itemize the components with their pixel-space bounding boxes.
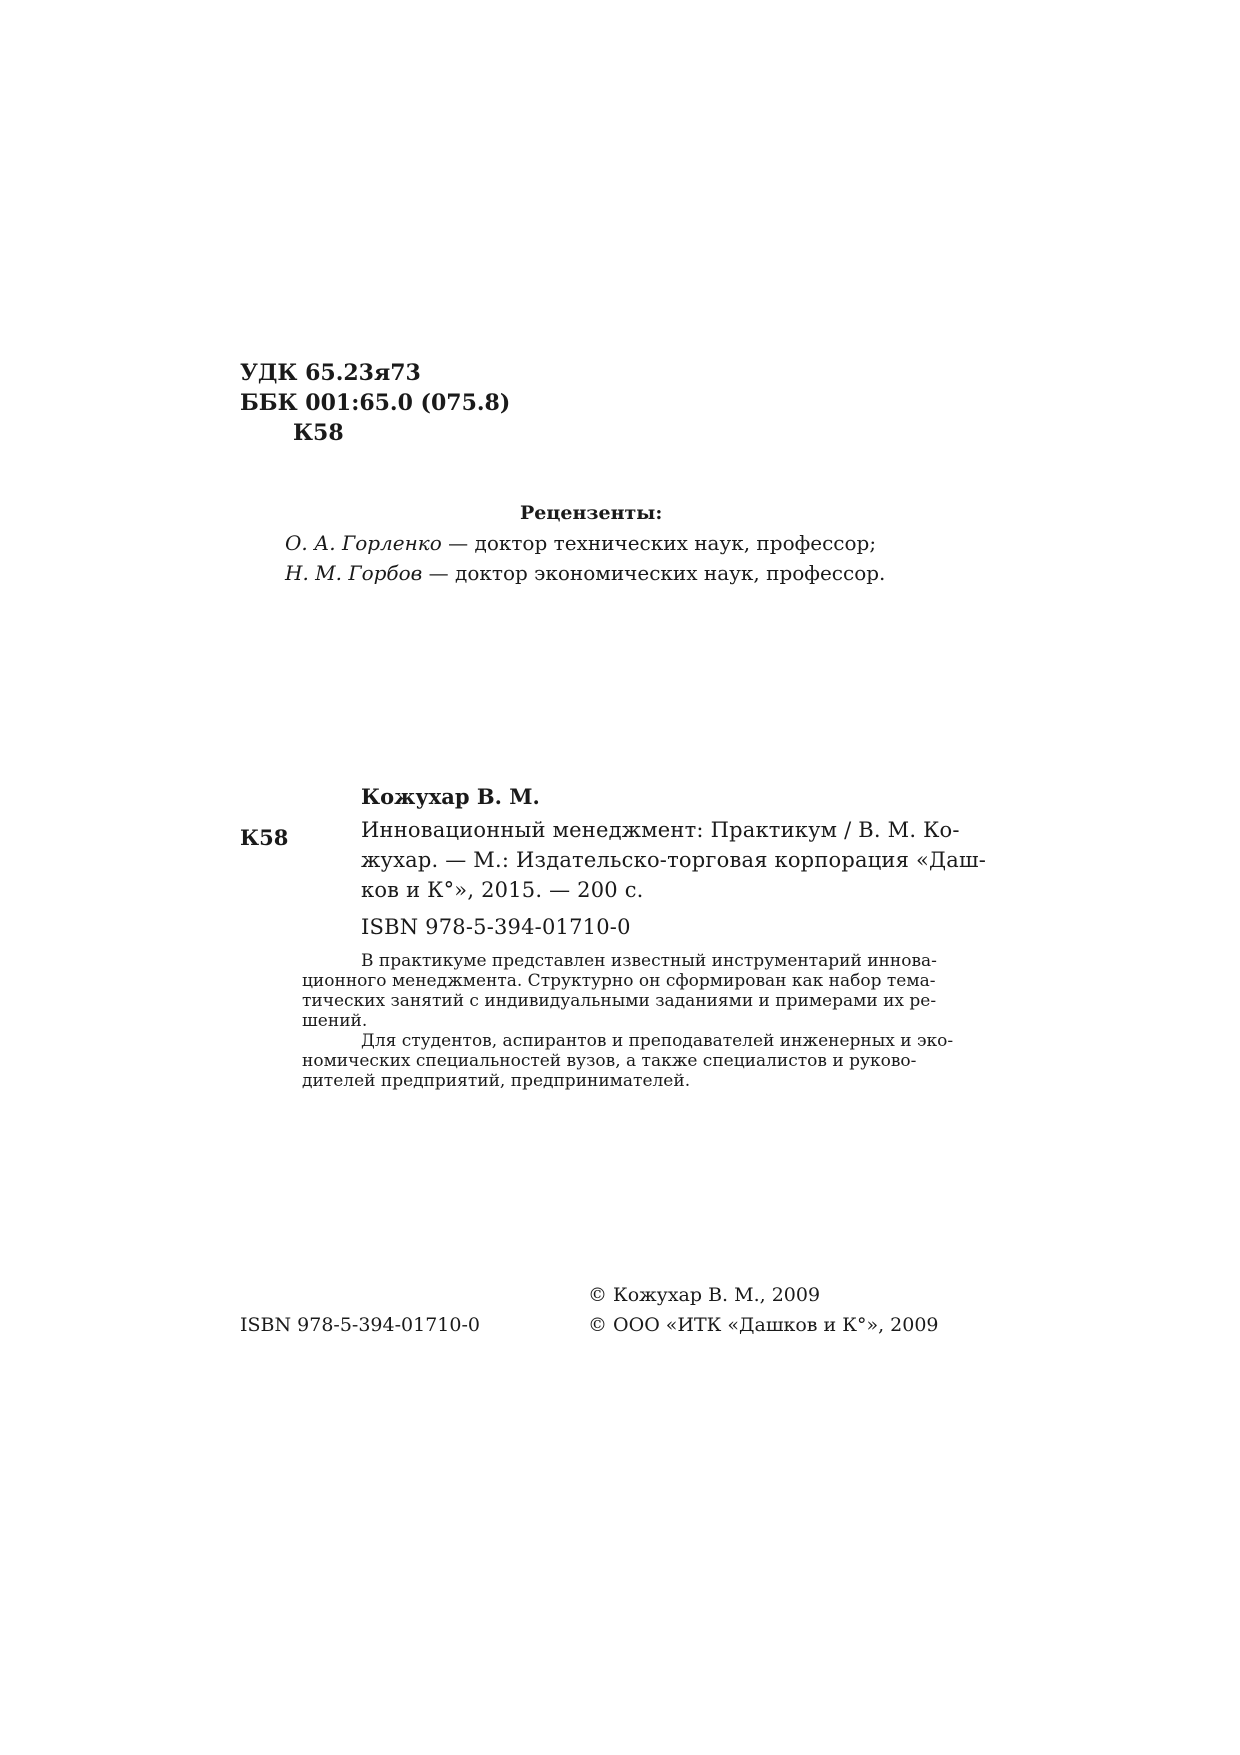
entry-isbn: ISBN 978-5-394-01710-0 [361,915,631,939]
author-mark: К58 [293,420,344,446]
udk-code: УДК 65.23я73 [240,360,421,386]
bbk-code: ББК 001:65.0 (075.8) [240,390,511,416]
entry-code: К58 [240,825,289,850]
abstract-line: дителей предприятий, предпринимателей. [302,1071,691,1091]
reviewer-desc: — доктор экономических наук, профессор. [422,561,886,585]
entry-author: Кожухар В. М. [361,784,540,809]
abstract-line: номических специальностей вузов, а также специалистов и руково- [302,1051,917,1071]
reviewer-line [285,558,885,588]
reviewer-line [285,528,876,558]
reviewers-title: Рецензенты: [520,502,663,524]
abstract-line: Для студентов, аспирантов и преподавателей инженерных и эко- [361,1031,954,1051]
reviewer-name: Н. М. Горбов [285,561,423,585]
entry-line: жухар. — М.: Издательско-торговая корпорация «Даш- [361,848,987,872]
entry-line: Инновационный менеджмент: Практикум / В. М. Ко- [361,818,960,842]
reviewer-name: О. А. Горленко [285,531,442,555]
abstract-line: ционного менеджмента. Структурно он сформирован как набор тема- [302,971,936,991]
abstract-line: шений. [302,1011,368,1031]
copyright-author: © Кожухар В. М., 2009 [588,1284,821,1306]
reviewer-desc: — доктор технических наук, профессор; [441,531,877,555]
footer-isbn: ISBN 978-5-394-01710-0 [240,1314,480,1336]
copyright-publisher: © ООО «ИТК «Дашков и К°», 2009 [588,1314,939,1336]
entry-line: ков и К°», 2015. — 200 с. [361,878,644,902]
abstract-line: В практикуме представлен известный инструментарий иннова- [361,951,937,971]
abstract-line: тических занятий с индивидуальными заданиями и примерами их ре- [302,991,937,1011]
